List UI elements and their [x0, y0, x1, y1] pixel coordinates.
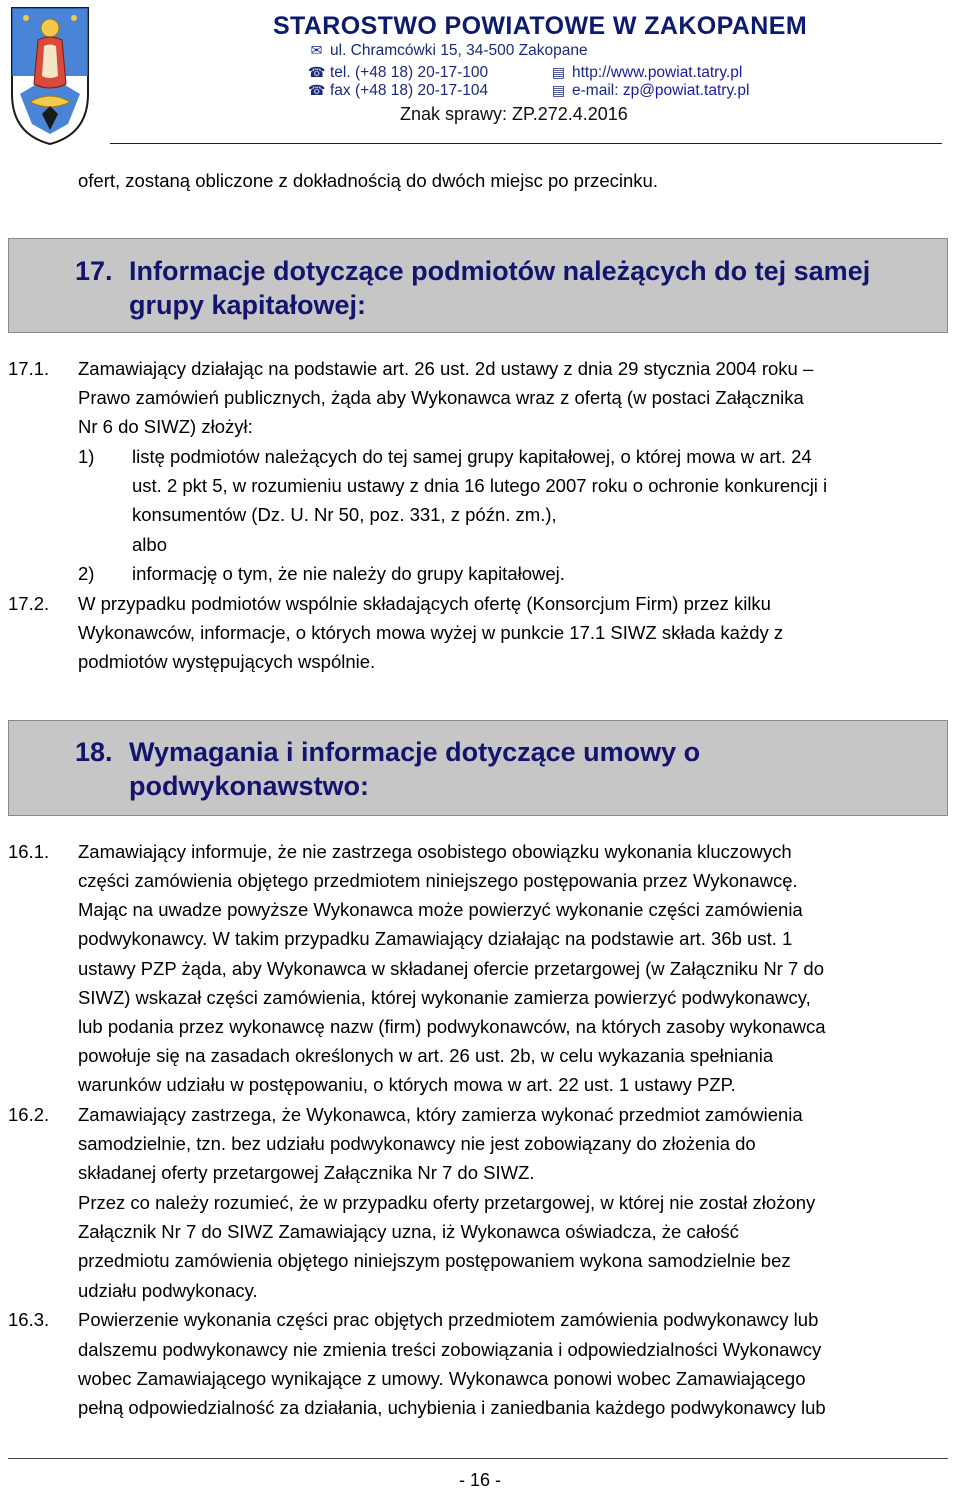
para-16-1-line: części zamówienia objętego przedmiotem niniejszego postępowania przez Wykonawcę. — [78, 870, 798, 891]
para-17-2-number: 17.2. — [8, 593, 50, 614]
para-16-3-line: Powierzenie wykonania części prac objętych przedmiotem zamówienia podwykonawcy lub — [78, 1309, 819, 1330]
para-17-1-line2: Prawo zamówień publicznych, żąda aby Wykonawca wraz z ofertą (w postaci Załącznika — [78, 387, 804, 408]
para-16-1-number: 16.1. — [8, 841, 50, 862]
section-18-number: 18. — [75, 737, 113, 767]
item-2-text: informację o tym, że nie należy do grupy kapitałowej. — [132, 563, 565, 584]
computer-icon: ▤ — [551, 82, 566, 98]
para-16-1-line: Mając na uwadze powyższe Wykonawca może powierzyć wykonanie części zamówienia — [78, 899, 803, 920]
section-18-heading — [8, 720, 948, 816]
item-1-number: 1) — [78, 446, 95, 467]
website-prefix: http:// — [572, 64, 611, 81]
para-17-2-line2: Wykonawców, informacje, o których mowa wyżej w punkcie 17.1 SIWZ składa każdy z — [78, 622, 784, 643]
para-16-2-line: składanej oferty przetargowej Załącznika Nr 7 do SIWZ. — [78, 1162, 535, 1183]
section-18-title-line2: podwykonawstwo: — [129, 771, 370, 801]
telephone-icon: ☎ — [308, 82, 326, 98]
section-18-title-line1: Wymagania i informacje dotyczące umowy o — [129, 737, 701, 767]
para-16-2-line: Przez co należy rozumieć, że w przypadku oferty przetargowej, w której nie został złożony — [78, 1192, 816, 1213]
phone-line — [308, 64, 488, 82]
coat-of-arms-icon — [10, 6, 90, 146]
website-line — [550, 64, 742, 82]
website-link[interactable]: www.powiat.tatry.pl — [610, 64, 743, 81]
para-16-2-line: udziału podwykonacy. — [78, 1280, 258, 1301]
section-17-number: 17. — [75, 256, 113, 286]
letterhead — [0, 0, 960, 150]
item-1-line1: listę podmiotów należących do tej samej grupy kapitałowej, o której mowa w art. 24 — [132, 446, 812, 467]
para-17-2-line1: W przypadku podmiotów wspólnie składających ofertę (Konsorcjum Firm) przez kilku — [78, 593, 771, 614]
header-divider — [110, 143, 942, 144]
item-1-line3: konsumentów (Dz. U. Nr 50, poz. 331, z późn. zm.), — [132, 504, 557, 525]
section-17-title-line2: grupy kapitałowej: — [129, 290, 367, 320]
fax-line — [308, 82, 488, 100]
item-2-number: 2) — [78, 563, 95, 584]
telephone-icon: ☎ — [308, 64, 326, 80]
para-17-1-line3: Nr 6 do SIWZ) złożył: — [78, 416, 253, 437]
para-16-3-line: pełną odpowiedzialność za działania, uchybienia i zaniedbania każdego podwykonawcy lub — [78, 1397, 826, 1418]
office-name: STAROSTWO POWIATOWE W ZAKOPANEM — [272, 12, 808, 40]
para-16-1-line: podwykonawcy. W takim przypadku Zamawiający działając na podstawie art. 36b ust. 1 — [78, 928, 793, 949]
footer-divider — [8, 1458, 948, 1459]
para-16-2-line: przedmiotu zamówienia objętego niniejszym postępowaniem wykona samodzielnie bez — [78, 1250, 791, 1271]
para-16-3-line: dalszemu podwykonawcy nie zmienia treści zobowiązania i odpowiedzialności Wykonawcy — [78, 1339, 822, 1360]
phone-text: tel. (+48 18) 20-17-100 — [330, 64, 489, 81]
intro-text: ofert, zostaną obliczone z dokładnością do dwóch miejsc po przecinku. — [78, 170, 658, 191]
section-17-heading — [8, 238, 948, 333]
para-17-2-line3: podmiotów występujących wspólnie. — [78, 651, 376, 672]
page-number: - 16 - — [458, 1470, 501, 1490]
para-16-2-line: Załącznik Nr 7 do SIWZ Zamawiający uzna, iż Wykonawca oświadcza, że całość — [78, 1221, 739, 1242]
envelope-icon: ✉ — [310, 42, 323, 58]
item-1-line2: ust. 2 pkt 5, w rozumieniu ustawy z dnia 16 lutego 2007 roku o ochronie konkurencji i — [132, 475, 828, 496]
computer-icon: ▤ — [551, 64, 566, 80]
para-16-2-line: samodzielnie, tzn. bez udziału podwykonawcy nie jest zobowiązany do złożenia do — [78, 1133, 756, 1154]
para-16-1-line: warunków udziału w postępowaniu, o których mowa w art. 22 ust. 1 ustawy PZP. — [78, 1074, 736, 1095]
para-16-3-number: 16.3. — [8, 1309, 50, 1330]
email-line — [550, 82, 749, 100]
para-16-1-line: SIWZ) wskazał części zamówienia, której wykonanie zamierza powierzyć podwykonawcy, — [78, 987, 811, 1008]
para-17-1-number: 17.1. — [8, 358, 50, 379]
email-link[interactable]: zp@powiat.tatry.pl — [622, 82, 750, 99]
para-16-2-line: Zamawiający zastrzega, że Wykonawca, który zamierza wykonać przedmiot zamówienia — [78, 1104, 803, 1125]
para-16-1-line: powołuje się na zasadach określonych w art. 26 ust. 2b, w celu wykazania spełniania — [78, 1045, 774, 1066]
para-16-1-line: Zamawiający informuje, że nie zastrzega osobistego obowiązku wykonania kluczowych — [78, 841, 792, 862]
address-text: ul. Chramcówki 15, 34-500 Zakopane — [330, 42, 588, 59]
fax-text: fax (+48 18) 20-17-104 — [330, 82, 489, 99]
email-prefix: e-mail: — [572, 82, 623, 99]
para-16-1-line: lub podania przez wykonawcę nazw (firm) podwykonawców, na których zasoby wykonawca — [78, 1016, 826, 1037]
address-line — [308, 42, 588, 60]
para-16-3-line: wobec Zamawiającego wynikające z umowy. Wykonawca ponowi wobec Zamawiającego — [78, 1368, 806, 1389]
section-17-title-line1: Informacje dotyczące podmiotów należących do tej samej — [129, 256, 871, 286]
para-16-1-line: ustawy PZP żąda, aby Wykonawca w składanej ofercie przetargowej (w Załączniku Nr 7 do — [78, 958, 824, 979]
item-or: albo — [132, 534, 167, 555]
para-16-2-number: 16.2. — [8, 1104, 50, 1125]
para-17-1-line1: Zamawiający działając na podstawie art. 26 ust. 2d ustawy z dnia 29 stycznia 2004 roku – — [78, 358, 814, 379]
case-reference: Znak sprawy: ZP.272.4.2016 — [400, 104, 628, 124]
